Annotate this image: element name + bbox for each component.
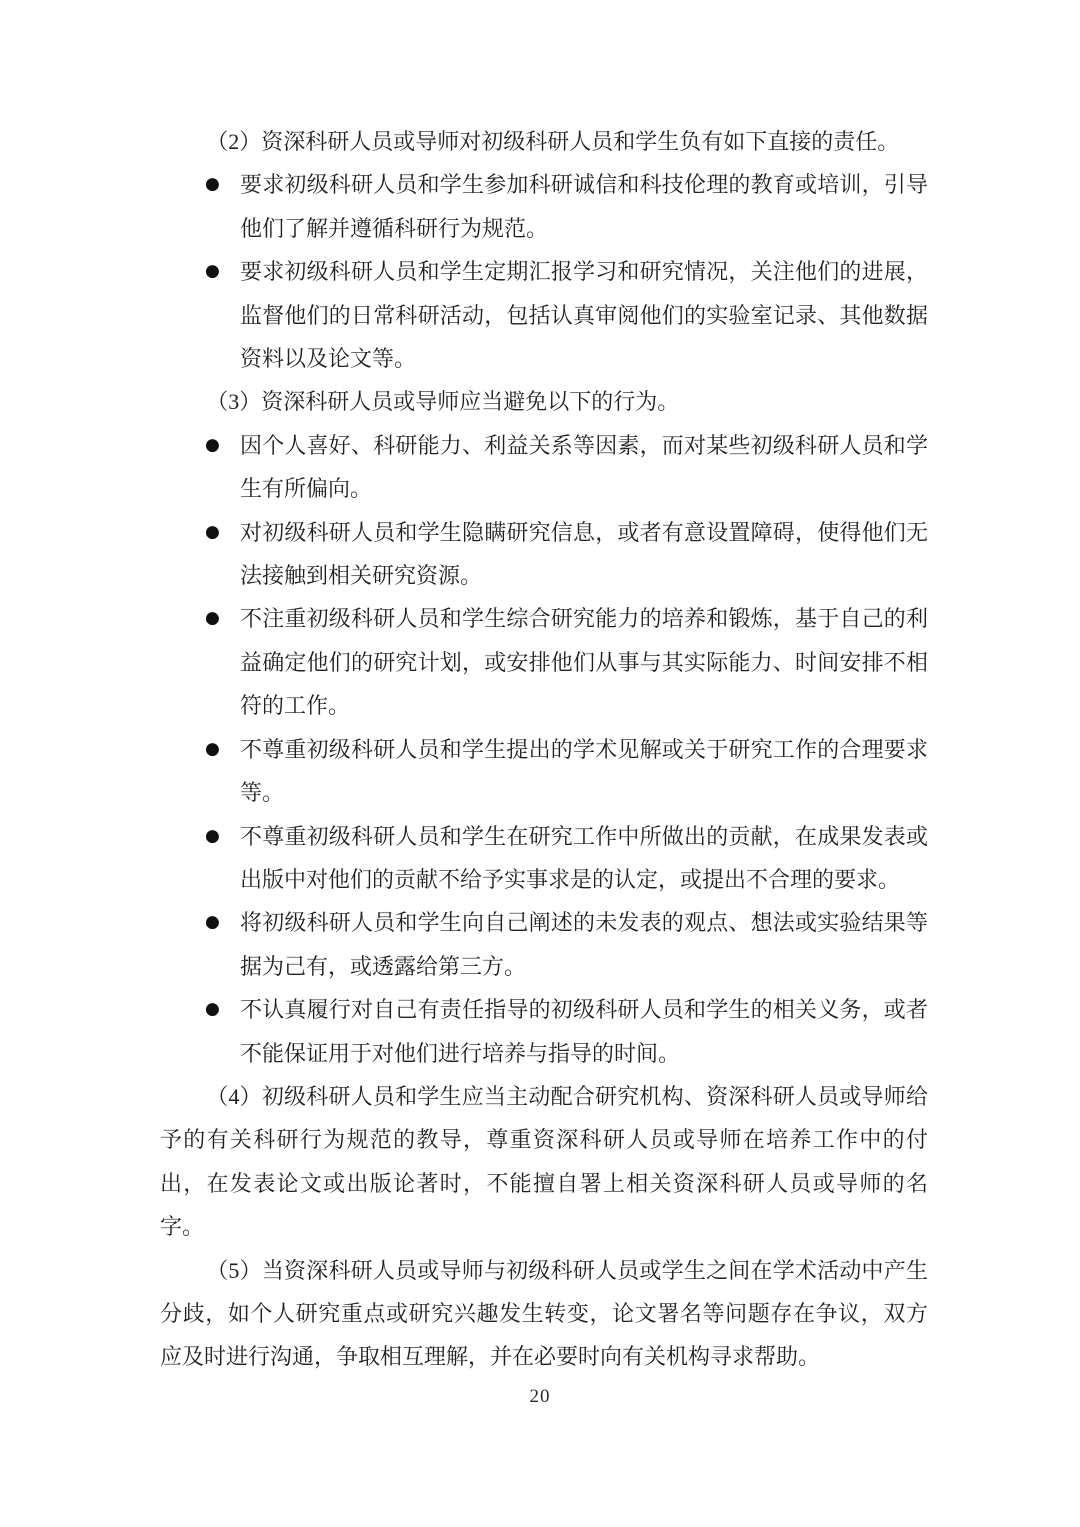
bullet-icon: ● [205,434,220,455]
bullet-text: 不尊重初级科研人员和学生提出的学术见解或关于研究工作的合理要求等。 [240,736,928,806]
bullet-text: 因个人喜好、科研能力、利益关系等因素，而对某些初级科研人员和学生有所偏向。 [240,432,928,502]
bullet-item [160,163,928,250]
bullet-icon: ● [205,261,220,282]
bullet-item [160,728,928,815]
bullet-text: 不注重初级科研人员和学生综合研究能力的培养和锻炼，基于自己的利益确定他们的研究计划，或安排他们从事与其实际能力、时间安排不相符的工作。 [240,606,928,719]
bullet-text: 要求初级科研人员和学生定期汇报学习和研究情况，关注他们的进展，监督他们的日常科研活动，包括认真审阅他们的实验室记录、其他数据资料以及论文等。 [240,259,928,372]
bullet-item [160,815,928,902]
paragraph-section-5: （5）当资深科研人员或导师与初级科研人员或学生之间在学术活动中产生分歧，如个人研究重点或研究兴趣发生转变，论文署名等问题存在争议，双方应及时进行沟通，争取相互理解，并在必要时向有关机构寻求帮助。 [160,1257,928,1370]
bullet-icon: ● [205,999,220,1020]
bullet-item [160,250,928,380]
paragraph-section-4: （4）初级科研人员和学生应当主动配合研究机构、资深科研人员或导师给予的有关科研行为规范的教导，尊重资深科研人员或导师在培养工作中的付出，在发表论文或出版论著时，不能擅自署上相关资深科研人员或导师的名字。 [160,1083,928,1240]
page-content [160,120,928,1379]
bullet-text: 不尊重初级科研人员和学生在研究工作中所做出的贡献，在成果发表或出版中对他们的贡献不给予实事求是的认定，或提出不合理的要求。 [240,823,928,892]
bullet-item [160,597,928,727]
paragraph-section-3: （3）资深科研人员或导师应当避免以下的行为。 [206,389,680,415]
bullet-text: 不认真履行对自己有责任指导的初级科研人员和学生的相关义务，或者不能保证用于对他们进行培养与指导的时间。 [240,997,928,1066]
bullet-icon: ● [205,738,220,759]
bullet-icon: ● [205,608,220,629]
bullet-icon: ● [205,825,220,846]
bullet-item [160,511,928,598]
paragraph-section-2: （2）资深科研人员或导师对初级科研人员和学生负有如下直接的责任。 [206,129,900,154]
page-footer [0,1386,1080,1408]
bullet-item [160,988,928,1075]
bullet-item [160,901,928,988]
bullet-icon: ● [205,521,220,542]
bullet-text: 要求初级科研人员和学生参加科研诚信和科技伦理的教育或培训，引导他们了解并遵循科研行为规范。 [240,172,928,241]
bullet-text: 将初级科研人员和学生向自己阐述的未发表的观点、想法或实验结果等据为己有，或透露给第三方。 [240,910,928,979]
bullet-item [160,424,928,511]
page-number: 20 [529,1386,551,1407]
bullet-icon: ● [205,912,220,933]
bullet-text: 对初级科研人员和学生隐瞒研究信息，或者有意设置障碍，使得他们无法接触到相关研究资源。 [240,519,928,589]
bullet-icon: ● [205,174,220,195]
